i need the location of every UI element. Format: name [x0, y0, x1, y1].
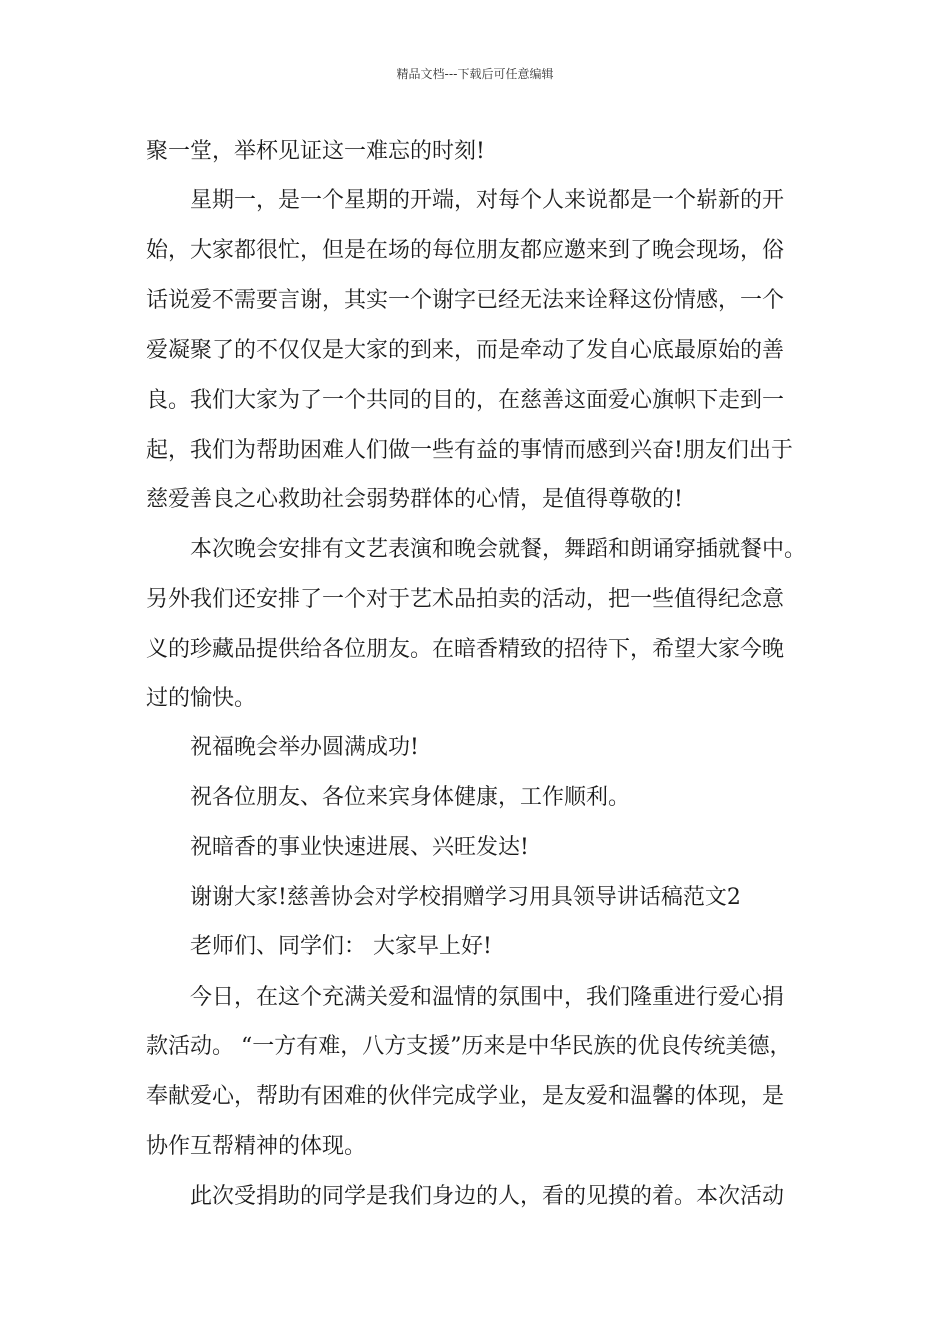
text-line: 良。我们大家为了一个共同的目的，在慈善这面爱心旗帜下走到一: [146, 388, 785, 413]
text-line: 协作互帮精神的体现。: [146, 1134, 367, 1159]
text-line: 本次晚会安排有文艺表演和晚会就餐，舞蹈和朗诵穿插就餐中。: [190, 537, 807, 562]
text-line: 聚一堂，举杯见证这一难忘的时刻!: [146, 139, 485, 164]
text-line: 话说爱不需要言谢，其实一个谢字已经无法来诠释这份情感，一个: [146, 288, 785, 313]
text-line: 祝暗香的事业快速进展、兴旺发达!: [190, 835, 529, 860]
text-line: 过的愉快。: [146, 686, 257, 711]
text-line: 此次受捐助的同学是我们身边的人，看的见摸的着。本次活动: [190, 1184, 785, 1209]
text-line: 今日，在这个充满关爱和温情的氛围中，我们隆重进行爱心捐: [190, 985, 785, 1010]
text-line: 奉献爱心，帮助有困难的伙伴完成学业，是友爱和温馨的体现，是: [146, 1084, 785, 1109]
text-line: 老师们、同学们： 大家早上好!: [190, 934, 492, 959]
text-line: 始，大家都很忙，但是在场的每位朋友都应邀来到了晚会现场，俗: [146, 238, 785, 263]
text-line: 义的珍藏品提供给各位朋友。在暗香精致的招待下，希望大家今晚: [146, 637, 785, 662]
text-line: 祝福晚会举办圆满成功!: [190, 735, 419, 760]
text-line: 另外我们还安排了一个对于艺术品拍卖的活动，把一些值得纪念意: [146, 587, 785, 612]
text-line: 星期一，是一个星期的开端，对每个人来说都是一个崭新的开: [190, 188, 785, 213]
text-line: 慈爱善良之心救助社会弱势群体的心情，是值得尊敬的!: [146, 487, 683, 512]
text-line: 祝各位朋友、各位来宾身体健康，工作顺利。: [190, 785, 631, 810]
text-line: 款活动。 “一方有难，八方支援”历来是中华民族的优良传统美德，: [146, 1034, 792, 1059]
text-line: 起，我们为帮助困难人们做一些有益的事情而感到兴奋!朋友们出于: [146, 438, 793, 463]
text-line: 爱凝聚了的不仅仅是大家的到来，而是牵动了发自心底最原始的善: [146, 338, 785, 363]
text-line: 谢谢大家!慈善协会对学校捐赠学习用具领导讲话稿范文2: [190, 885, 741, 910]
page-header: 精品文档---下载后可任意编辑: [396, 67, 554, 81]
